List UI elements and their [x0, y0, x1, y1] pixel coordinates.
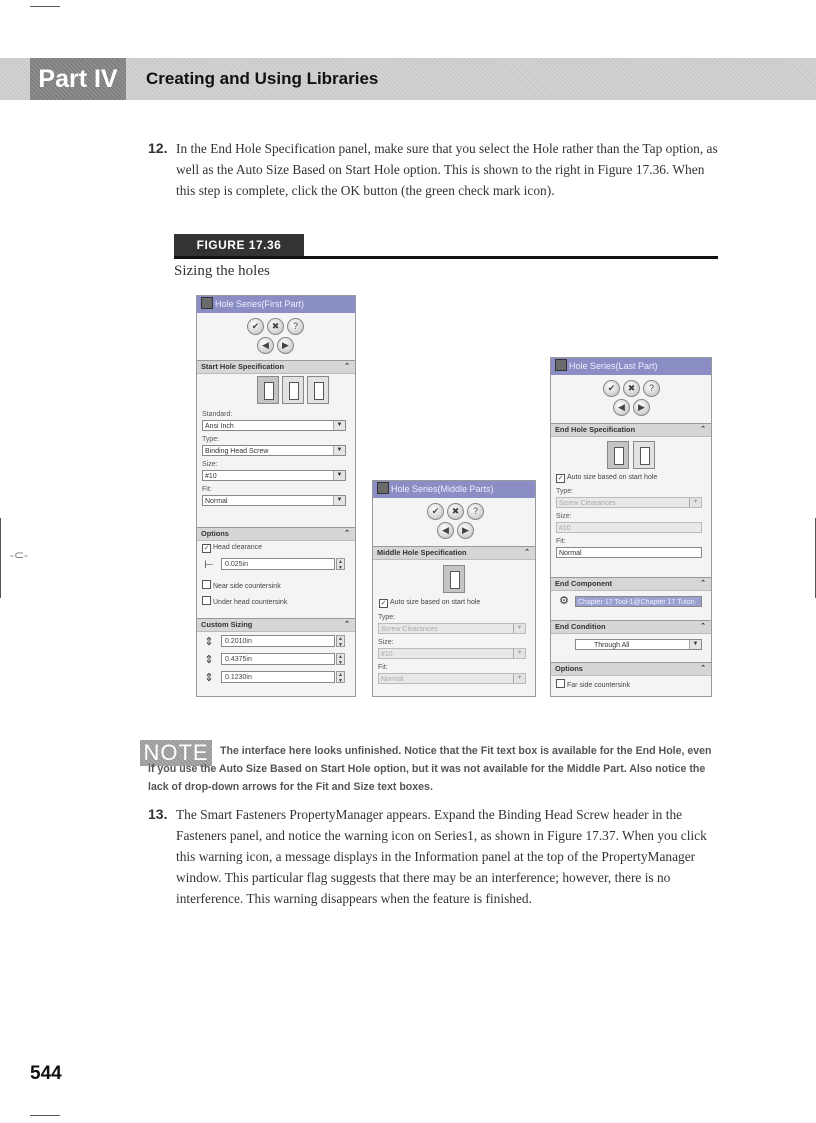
select-value: Normal: [205, 498, 228, 505]
checkbox-unchecked: [202, 596, 211, 605]
spin-buttons[interactable]: ▲ ▼: [336, 635, 345, 647]
next-arrow-icon[interactable]: ▶: [457, 522, 474, 539]
part-label: Part IV: [30, 58, 126, 100]
section-label: Options: [555, 664, 583, 673]
checkbox-checked: ✓: [557, 475, 564, 482]
chevron-down-icon: ▼: [513, 674, 525, 683]
section-end-condition[interactable]: [551, 620, 711, 634]
step-text: In the End Hole Specification panel, make sure that you select the Hole rather than the Tap option, as well as the Auto Size Based on Start Hole option. This is shown to the right in Figure 17.36. When this step is complete, click the OK button (the green check mark icon).: [176, 141, 718, 198]
hole-series-icon: [201, 297, 213, 309]
select-value: Screw Clearances: [559, 500, 616, 507]
help-icon[interactable]: ?: [467, 503, 484, 520]
section-label: End Component: [555, 579, 613, 588]
fit-input[interactable]: [556, 547, 702, 558]
fit-select[interactable]: [202, 495, 346, 506]
checkbox-label: Near side countersink: [213, 583, 281, 590]
collapse-icon: ⌃: [700, 426, 706, 433]
ok-check-icon[interactable]: ✔: [603, 380, 620, 397]
collapse-icon: ⌃: [700, 623, 706, 630]
near-side-checkbox[interactable]: [202, 580, 281, 590]
head-clearance-checkbox[interactable]: [202, 544, 262, 553]
select-value: Binding Head Screw: [205, 448, 269, 455]
step-number: 13.: [148, 806, 168, 822]
back-arrow-icon[interactable]: ◀: [257, 337, 274, 354]
auto-size-checkbox[interactable]: [379, 599, 480, 608]
counterbore-diameter-icon: ⇕: [204, 654, 214, 666]
spin-buttons[interactable]: ▲ ▼: [336, 671, 345, 683]
custom-size-input-1[interactable]: 0.2010in: [221, 635, 335, 647]
section-middle-hole[interactable]: [373, 546, 535, 560]
custom-size-input-2[interactable]: 0.4375in: [221, 653, 335, 665]
registration-mark: -⊂-: [10, 548, 29, 562]
select-value: Ansi Inch: [205, 423, 234, 430]
standard-label: Standard:: [202, 411, 233, 418]
chevron-down-icon: ▼: [333, 471, 345, 480]
spin-buttons[interactable]: ▲ ▼: [336, 558, 345, 570]
checkbox-unchecked: [556, 679, 565, 688]
section-label: End Hole Specification: [555, 425, 636, 434]
section-label: Options: [201, 529, 229, 538]
chevron-down-icon: ▼: [333, 496, 345, 505]
panel-title-bar: [551, 358, 711, 375]
checkbox-unchecked: [202, 580, 211, 589]
input-value: Normal: [559, 550, 582, 557]
type-label: Type:: [556, 488, 574, 495]
size-select[interactable]: [378, 648, 526, 659]
fit-label: Fit:: [202, 486, 212, 493]
size-label: Size:: [378, 639, 394, 646]
section-start-hole[interactable]: [197, 360, 355, 374]
section-options[interactable]: [551, 662, 711, 676]
collapse-icon: ⌃: [700, 665, 706, 672]
section-end-hole[interactable]: [551, 423, 711, 437]
checkbox-checked: ✓: [203, 545, 210, 552]
collapse-icon: ⌃: [700, 580, 706, 587]
auto-size-checkbox[interactable]: [556, 474, 657, 483]
far-side-checkbox[interactable]: [556, 679, 630, 689]
input-value: #10: [559, 525, 571, 532]
step-number: 12.: [148, 140, 168, 156]
nav-buttons: [613, 399, 650, 416]
hole-series-icon: [377, 482, 389, 494]
action-buttons: [603, 380, 660, 397]
select-value: Screw Clearances: [381, 626, 438, 633]
type-select[interactable]: [556, 497, 702, 508]
figure-rule: [174, 256, 718, 259]
counterbore-hole-icon[interactable]: [257, 376, 279, 404]
simple-hole-icon[interactable]: [307, 376, 329, 404]
ok-check-icon[interactable]: ✔: [247, 318, 264, 335]
checkbox-label: Auto size based on start hole: [567, 474, 658, 481]
section-label: Middle Hole Specification: [377, 548, 467, 557]
simple-hole-icon[interactable]: [443, 565, 465, 593]
section-custom-sizing[interactable]: [197, 618, 355, 632]
step-13: [148, 804, 720, 909]
chevron-down-icon: ▼: [689, 498, 701, 507]
field-value: Chapter 17 Tool-1@Chapter 17 Tutori: [578, 599, 695, 606]
type-select[interactable]: [202, 445, 346, 456]
component-icon: ⚙: [559, 595, 569, 607]
head-clearance-input[interactable]: 0.025in: [221, 558, 335, 570]
fit-label: Fit:: [556, 538, 566, 545]
collapse-icon: ⌃: [344, 621, 350, 628]
spin-buttons[interactable]: ▲ ▼: [336, 653, 345, 665]
part-title: Creating and Using Libraries: [146, 69, 379, 88]
size-input[interactable]: [556, 522, 702, 533]
nav-buttons: [257, 337, 294, 354]
section-label: End Condition: [555, 622, 606, 631]
standard-select[interactable]: [202, 420, 346, 431]
section-options[interactable]: [197, 527, 355, 541]
section-label: Custom Sizing: [201, 620, 253, 629]
counterbore-depth-icon: ⇕: [204, 672, 214, 684]
panel-last-part: [550, 357, 712, 697]
figure-caption: Sizing the holes: [174, 263, 270, 279]
section-label: Start Hole Specification: [201, 362, 284, 371]
help-icon[interactable]: ?: [287, 318, 304, 335]
size-label: Size:: [556, 513, 572, 520]
help-icon[interactable]: ?: [643, 380, 660, 397]
checkbox-label: Far side countersink: [567, 682, 631, 689]
checkbox-label: Under head countersink: [213, 599, 288, 606]
end-component-field[interactable]: [575, 596, 702, 607]
checkbox-checked: ✓: [380, 600, 387, 607]
next-arrow-icon[interactable]: ▶: [277, 337, 294, 354]
diameter-icon: ⇕: [204, 636, 214, 648]
panel-title-bar: [373, 481, 535, 498]
size-select[interactable]: [202, 470, 346, 481]
end-condition-select[interactable]: [575, 639, 702, 650]
back-arrow-icon[interactable]: ◀: [437, 522, 454, 539]
select-value: Through All: [594, 642, 630, 649]
checkbox-label: Head clearance: [213, 544, 263, 551]
custom-size-input-3[interactable]: 0.1230in: [221, 671, 335, 683]
figure-tag: FIGURE 17.36: [174, 234, 304, 257]
chevron-down-icon: ▼: [513, 624, 525, 633]
action-buttons: [427, 503, 484, 520]
action-buttons: [247, 318, 304, 335]
step-12: [148, 138, 720, 201]
type-select[interactable]: [378, 623, 526, 634]
countersink-hole-icon[interactable]: [282, 376, 304, 404]
cancel-x-icon[interactable]: ✖: [447, 503, 464, 520]
cancel-x-icon[interactable]: ✖: [623, 380, 640, 397]
section-end-component[interactable]: [551, 577, 711, 591]
next-arrow-icon[interactable]: ▶: [633, 399, 650, 416]
under-head-checkbox[interactable]: [202, 596, 287, 606]
ok-check-icon[interactable]: ✔: [427, 503, 444, 520]
crop-mark-bottom: [30, 1115, 60, 1116]
collapse-icon: ⌃: [344, 530, 350, 537]
panel-title: Hole Series(Middle Parts): [391, 484, 494, 494]
chevron-down-icon: ▼: [689, 640, 701, 649]
chevron-down-icon: ▼: [333, 421, 345, 430]
crop-mark-left: [0, 518, 1, 598]
page-number: 544: [30, 1063, 62, 1084]
clearance-dimension-icon: ⊢: [204, 559, 214, 571]
fit-select[interactable]: [378, 673, 526, 684]
panel-title: Hole Series(First Part): [215, 299, 305, 309]
panel-title: Hole Series(Last Part): [569, 361, 658, 371]
panel-first-part: [196, 295, 356, 697]
back-arrow-icon[interactable]: ◀: [613, 399, 630, 416]
type-label: Type:: [378, 614, 396, 621]
note-badge: NOTE: [140, 740, 212, 766]
step-text: The Smart Fasteners PropertyManager appears. Expand the Binding Head Screw header in the Fasteners panel, and notice the warning icon on Series1, as shown in Figure 17.37. When you click this warning icon, a message displays in the Information panel at the top of the PropertyManager window. This particular flag suggests that there may be an interference; however, there is no interference. This warning disappears when the feature is finished.: [176, 807, 707, 906]
tap-hole-icon[interactable]: [633, 441, 655, 469]
type-label: Type:: [202, 436, 220, 443]
collapse-icon: ⌃: [344, 363, 350, 370]
select-value: Normal: [381, 676, 404, 683]
size-label: Size:: [202, 461, 218, 468]
checkbox-label: Auto size based on start hole: [390, 599, 481, 606]
collapse-icon: ⌃: [524, 549, 530, 556]
select-value: #10: [205, 473, 217, 480]
nav-buttons: [437, 522, 474, 539]
hole-series-icon: [555, 359, 567, 371]
panel-title-bar: [197, 296, 355, 313]
cancel-x-icon[interactable]: ✖: [267, 318, 284, 335]
fit-label: Fit:: [378, 664, 388, 671]
note-text: The interface here looks unfinished. Notice that the Fit text box is available for the End Hole, even if you use the Auto Size Based on Start Hole option, but it was not available for the Middle Part. Also notice the lack of drop-down arrows for the Fit and Size text boxes.: [148, 745, 712, 793]
chevron-down-icon: ▼: [333, 446, 345, 455]
chevron-down-icon: ▼: [513, 649, 525, 658]
panel-middle-parts: [372, 480, 536, 697]
select-value: #10: [381, 651, 393, 658]
crop-mark-top: [30, 6, 60, 7]
simple-hole-icon[interactable]: [607, 441, 629, 469]
